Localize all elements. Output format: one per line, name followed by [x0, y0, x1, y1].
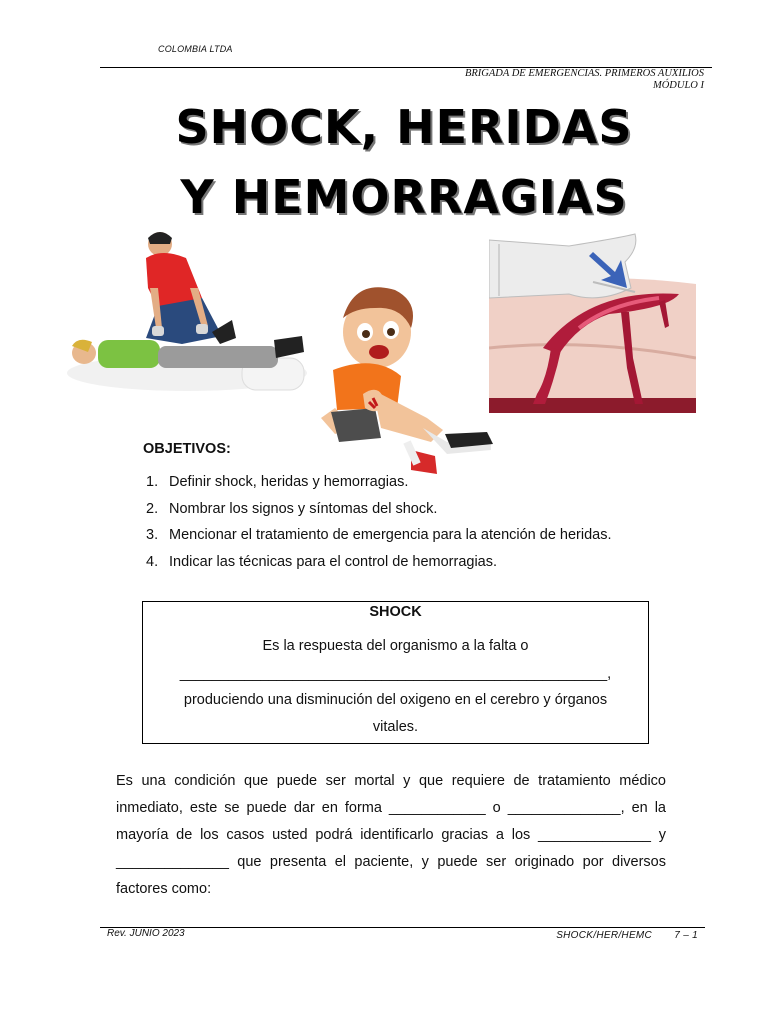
- shock-definition-line: vitales.: [372, 719, 419, 735]
- module-label: MÓDULO I: [652, 80, 704, 91]
- shock-definition-line: Es la respuesta del organismo a la falta o: [262, 638, 529, 654]
- shock-definition-line: produciendo una disminución del oxigeno en el cerebro y órganos: [183, 692, 608, 708]
- revision-date: Rev. JUNIO 2023: [107, 928, 185, 939]
- paragraph-line: mayoría de los casos usted podrá identificarlo gracias a los ______________ y: [116, 827, 666, 843]
- objectives-heading: OBJETIVOS:: [143, 441, 231, 457]
- bleeding-wound-illustration: [489, 228, 696, 413]
- objective-item: 3. Mencionar el tratamiento de emergencia para la atención de heridas.: [146, 527, 612, 543]
- footer-divider: [100, 927, 705, 928]
- shock-blank-line: _____________________________________________________,: [179, 666, 612, 682]
- injured-child-illustration: [315, 278, 495, 476]
- objective-item: 4. Indicar las técnicas para el control de hemorragias.: [146, 553, 498, 570]
- shock-definition-box: [142, 601, 649, 744]
- page-number: 7 – 1: [674, 930, 698, 941]
- cpr-illustration: [62, 228, 312, 398]
- paragraph-line: inmediato, este se puede dar en forma ____________ o ______________, en la: [116, 800, 666, 816]
- paragraph-line: ______________ que presenta el paciente, y puede ser originado por diversos: [116, 854, 666, 870]
- footer-page-info: [556, 930, 698, 941]
- course-title: BRIGADA DE EMERGENCIAS. PRIMEROS AUXILIOS: [464, 68, 704, 79]
- objective-item: 2. Nombrar los signos y síntomas del shock.: [146, 500, 438, 517]
- page-title-line-2: Y HEMORRAGIAS: [180, 170, 628, 224]
- page-title-line-1: SHOCK, HERIDAS: [175, 100, 633, 154]
- document-code: SHOCK/HER/HEMC: [556, 930, 653, 941]
- objectives-list: [146, 474, 612, 580]
- paragraph-line: factores como:: [116, 881, 212, 897]
- shock-description-paragraph: [116, 768, 666, 903]
- company-name: COLOMBIA LTDA: [158, 44, 233, 54]
- shock-box-title: SHOCK: [369, 604, 422, 620]
- objective-item: 1. Definir shock, heridas y hemorragias.: [146, 474, 409, 490]
- paragraph-line: Es una condición que puede ser mortal y que requiere de tratamiento médico: [116, 773, 666, 789]
- header-course-info: [465, 68, 704, 92]
